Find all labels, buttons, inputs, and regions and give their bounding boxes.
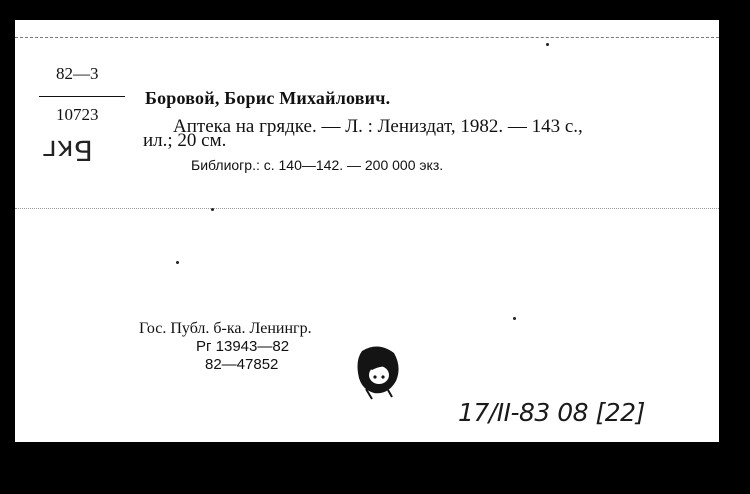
speck xyxy=(513,317,516,320)
top-rule xyxy=(15,37,719,38)
speck xyxy=(211,208,214,211)
middle-rule xyxy=(15,208,719,209)
pr-number: Рг 13943—82 xyxy=(196,338,290,355)
author-heading: Боровой, Борис Михайлович. xyxy=(145,88,391,108)
speck xyxy=(546,43,549,46)
title-line-continued: ил.; 20 см. xyxy=(143,130,227,151)
shelf-mark: 82—3 xyxy=(56,64,99,83)
catalog-card xyxy=(15,20,719,442)
library-name: Гос. Публ. б-ка. Ленингр. xyxy=(139,320,312,337)
shelf-separator xyxy=(39,96,125,97)
bibliography-note: Библиогр.: с. 140—142. — 200 000 экз. xyxy=(191,157,444,173)
inventory-number: 10723 xyxy=(56,105,99,124)
library-stamp-icon xyxy=(352,343,402,401)
handwritten-code: Бкг xyxy=(42,134,93,167)
title-line: Аптека на грядке. — Л. : Лениздат, 1982. — 143 с., xyxy=(173,116,583,137)
card-number: 82—47852 xyxy=(205,356,279,373)
speck xyxy=(176,261,179,264)
handwritten-date: 17/II-83 08 [22] xyxy=(458,398,645,427)
